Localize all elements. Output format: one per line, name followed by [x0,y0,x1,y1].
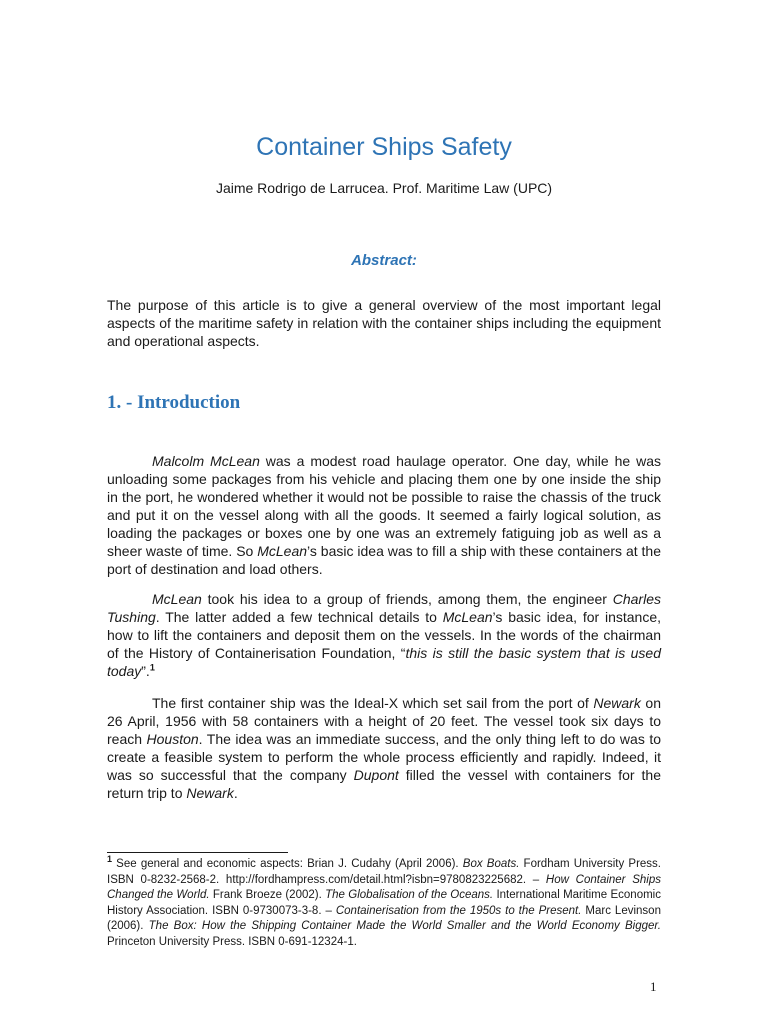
footnote-italic: The Box: How the Shipping Container Made the World Smaller and the World Economy Bigger. [148,920,661,932]
body-text: was a modest road haulage operator. One day, while he was unloading some packages from his vehicle and placing them one by one inside the ship in the port, he wondered whether it would not be possible to raise the chassis of the truck and put it on the vessel along with all the goods. It seemed a fairly logical solution, as loading the packages or boxes one by one was an extremely fatiguing job as well as a sheer waste of time. So [107,453,661,559]
italic-text: Houston [146,731,199,747]
italic-text: Newark [593,695,641,711]
footnote-text: International Maritime Economic History Association. ISBN 0-9730073-3-8. – [107,889,661,917]
italic-text: this is still the basic system that is used today [107,645,661,679]
body-text: ’s basic idea, for instance, how to lift the containers and deposit them on the vessels. In the words of the chairman of the History of Containerisation Foundation, “ [107,609,661,661]
footnote-text: See general and economic aspects: Brian J. Cudahy (April 2006). [112,858,463,870]
body-text: . [233,785,238,801]
body-text: on 26 April, 1956 with 58 containers with a height of 20 feet. The vessel took six days to reach [107,695,661,747]
section-heading-introduction: 1. - Introduction [107,392,241,413]
footnote-reference: 1 [149,662,155,673]
body-text: filled the vessel with containers for the return trip to [107,767,661,801]
page-number: 1 [650,979,657,994]
italic-text: McLean [442,609,493,625]
intro-paragraph-1 [107,452,661,578]
body-text: took his idea to a group of friends, among them, the engineer [201,591,613,607]
italic-text: Charles Tushing [107,591,661,625]
body-text: ’s basic idea was to fill a ship with these containers at the port of destination and load others. [107,543,661,577]
footnote-text: Princeton University Press. ISBN 0-691-12324-1. [107,935,357,948]
footnote-italic: The Globalisation of the Oceans. [325,889,494,901]
footnote-italic: How Container Ships Changed the World. [107,873,661,901]
italic-text: McLean [257,543,308,559]
abstract-paragraph: The purpose of this article is to give a general overview of the most important legal aspects of the maritime safety in relation with the container ships including the equipment and operational aspects. [107,297,661,349]
footnote-number: 1 [107,854,113,865]
italic-text: Newark [186,785,234,801]
italic-text: Dupont [353,767,399,783]
footnote-text: Frank Broeze (2002). [209,889,326,901]
italic-text: McLean [152,591,202,607]
body-text: The first container ship was the Ideal-X which set sail from the port of [152,695,594,711]
intro-paragraph-3 [107,694,661,802]
footnote-separator [107,852,288,853]
footnote-text: Fordham University Press. ISBN 0-8232-2568-2. http://fordhampress.com/detail.html?isbn=9780823225682. – [107,858,661,886]
intro-paragraph-2 [107,590,661,680]
abstract-heading: Abstract: [351,252,417,269]
author-line: Jaime Rodrigo de Larrucea. Prof. Maritime Law (UPC) [215,180,553,196]
body-text: . The latter added a few technical details to [155,609,443,625]
footnote-text: Marc Levinson (2006). [107,904,661,932]
footnote-italic: Containerisation from the 1950s to the Present. [335,904,582,917]
italic-text: Malcolm McLean [152,453,260,469]
document-title: Container Ships Safety [256,133,512,161]
body-text: . The idea was an immediate success, and the only thing left to do was to create a feasible system to perform the whole process efficiently and rapidly. Indeed, it was so successful that the company [107,731,661,783]
footnote-italic: Box Boats. [462,858,520,870]
body-text: ”. [141,663,150,679]
footnote [107,854,661,950]
